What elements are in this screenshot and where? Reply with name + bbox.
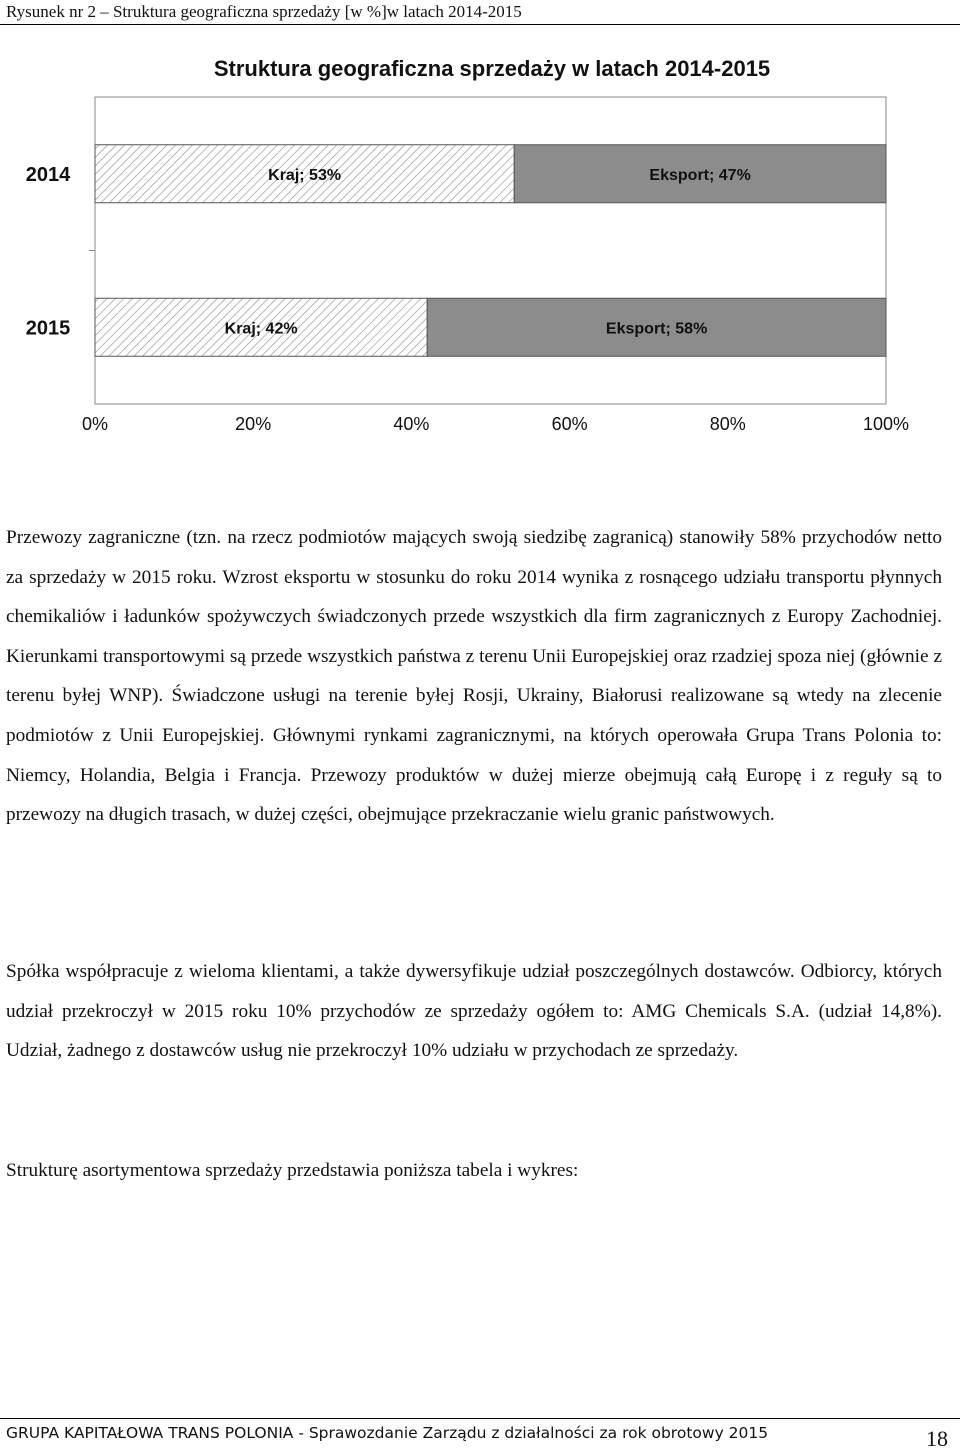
paragraph-export: Przewozy zagraniczne (tzn. na rzecz podmiotów mających swoją siedzibę zagranicą) stanowiły 58% przychodów netto za sprzedaży w 2015 roku. Wzrost eksportu w stosunku do roku 2014 wynika z rosnącego udziału transportu płynnych chemikaliów i ładunków spożywczych świadczonych przede wszystkich dla firm zagranicznych z Europy Zachodniej. Kierunkami transportowymi są przede wszystkich państwa z terenu Unii Europejskiej oraz rzadziej spoza niej (głównie z terenu byłej WNP). Świadczone usługi na terenie byłej Rosji, Ukrainy, Białorusi realizowane są wtedy na zlecenie podmiotów z Unii Europejskiej. Głównymi rynkami zagranicznymi, na których operowała Grupa Trans Polonia to: Niemcy, Holandia, Belgia i Francja. Przewozy produktów w dużej mierze obejmują całą Europę i z reguły są to przewozy na długich trasach, w dużej części, obejmujące przekraczanie wielu granic państwowych. xyxy=(6,527,942,826)
footer-text: GRUPA KAPITAŁOWA TRANS POLONIA - Sprawozdanie Zarządu z działalności za rok obrotowy 2015 xyxy=(6,1424,769,1442)
x-tick-label: 100% xyxy=(862,414,910,434)
data-label-kraj-2014: Kraj; 53% xyxy=(268,166,342,184)
figure-caption: Rysunek nr 2 – Struktura geograficzna sprzedaży [w %]w latach 2014-2015 xyxy=(6,2,522,21)
data-label-eksport-2015: Eksport; 58% xyxy=(605,320,708,338)
data-label-kraj-2015: Kraj; 42% xyxy=(224,320,298,338)
data-label-eksport-2014: Eksport; 47% xyxy=(649,166,751,184)
paragraph-clients: Spółka współpracuje z wieloma klientami, a także dywersyfikuje udział poszczególnych dostawców. Odbiorcy, których udział przekroczył w 2015 roku 10% przychodów ze sprzedaży ogółem to: AMG Chemicals S.A. (udział 14,8%). Udział, żadnego z dostawców usług nie przekroczył 10% udziału w przychodach ze sprzedaży. xyxy=(6,961,942,1062)
x-tick-label: 40% xyxy=(393,414,430,434)
x-tick-label: 80% xyxy=(709,414,746,434)
x-tick-label: 0% xyxy=(81,414,109,434)
chart-title: Struktura geograficzna sprzedaży w latach 2014-2015 xyxy=(213,56,771,81)
category-label-2014: 2014 xyxy=(25,163,71,186)
plot-area xyxy=(95,97,886,404)
category-label-2015: 2015 xyxy=(25,317,71,340)
footer-divider xyxy=(0,1418,960,1419)
geographic-sales-chart xyxy=(0,40,960,450)
x-tick-label: 20% xyxy=(235,414,272,434)
page-number: 18 xyxy=(926,1426,948,1451)
paragraph-assortment: Strukturę asortymentowa sprzedaży przedstawia poniższa tabela i wykres: xyxy=(6,1160,579,1181)
x-tick-label: 60% xyxy=(551,414,588,434)
caption-divider xyxy=(0,24,960,25)
